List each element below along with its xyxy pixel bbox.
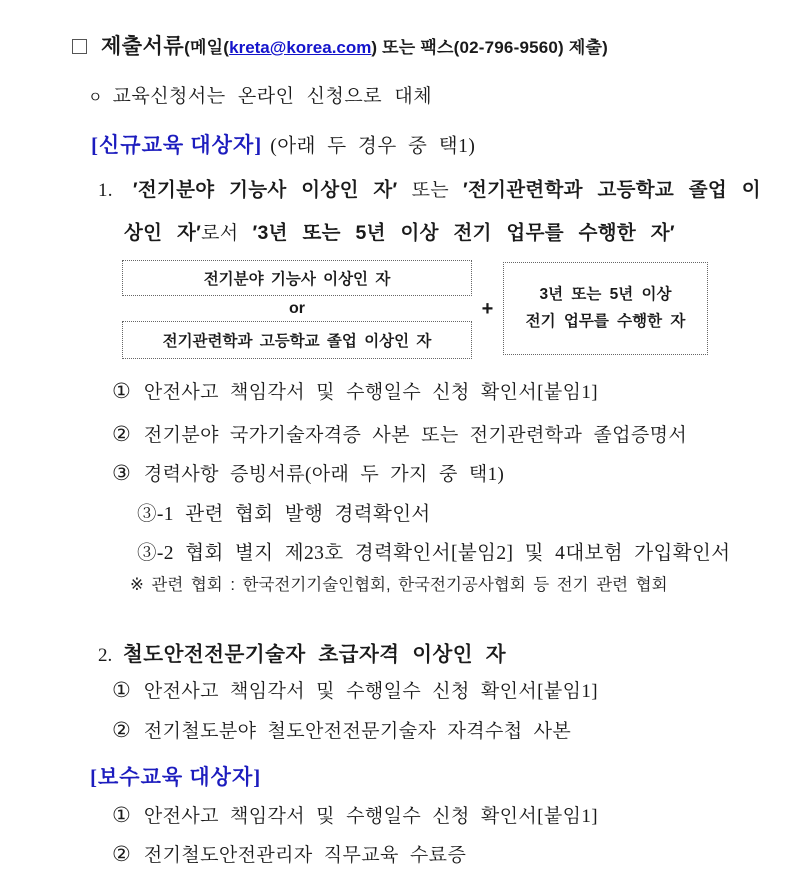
doc-text: 안전사고 책임각서 및 수행일수 신청 확인서[붙임1]: [143, 681, 599, 702]
new-edu-heading-suffix: (아래 두 경우 중 택1): [270, 136, 476, 157]
refresher-heading-line: [90, 761, 261, 791]
case1-line1: [98, 174, 761, 202]
checkbox-icon: [72, 39, 87, 54]
doc-item: [112, 676, 598, 703]
qualification-diagram: [122, 260, 708, 359]
doc-text: 안전사고 책임각서 및 수행일수 신청 확인서[붙임1]: [143, 806, 599, 827]
experience-line2: 전기 업무를 수행한 자: [525, 312, 686, 330]
subdoc-number: ③-2: [137, 543, 174, 564]
diagram-or-label: or: [289, 299, 305, 317]
circled-number-icon: ③: [112, 461, 131, 485]
case2-number: 2.: [98, 645, 113, 666]
subdoc-item: [137, 498, 431, 526]
header-title: 제출서류: [101, 35, 185, 58]
case2-title: 철도안전전문기술자 초급자격 이상인 자: [123, 644, 507, 666]
diagram-box-graduate: 전기관련학과 고등학교 졸업 이상인 자: [122, 321, 472, 359]
header-pre-email: (메일(: [184, 38, 230, 57]
case1-bold-segment: 상인 자′: [124, 222, 202, 244]
experience-line1: 3년 또는 5년 이상: [539, 286, 672, 304]
doc-item: [112, 459, 504, 486]
doc-text: 전기철도분야 철도안전전문기술자 자격수첩 사본: [143, 721, 572, 742]
circled-number-icon: ①: [112, 678, 131, 702]
subdoc-item: [137, 537, 731, 565]
doc-text: 안전사고 책임각서 및 수행일수 신청 확인서[붙임1]: [143, 382, 599, 403]
doc-item: [112, 840, 466, 867]
email-link[interactable]: kreta@korea.com: [229, 38, 372, 57]
case1-bold-segment: ′전기분야 기능사 이상인 자′: [132, 179, 398, 201]
doc-item: [112, 377, 598, 404]
diagram-box-technician: 전기분야 기능사 이상인 자: [122, 260, 472, 296]
circled-number-icon: ②: [112, 422, 131, 446]
doc-text: 전기철도안전관리자 직무교육 수료증: [143, 845, 467, 866]
diagram-left-column: [122, 260, 472, 359]
circle-bullet-icon: ㅇ: [88, 90, 103, 106]
case1-regular-segment: 로서: [201, 223, 239, 244]
case1-bold-segment: ′3년 또는 5년 이상 전기 업무를 수행한 자′: [252, 222, 675, 244]
circled-number-icon: ①: [112, 379, 131, 403]
case2-title-line: [98, 637, 506, 667]
subdoc-text: 협회 별지 제23호 경력확인서[붙임2] 및 4대보험 가입확인서: [185, 543, 731, 564]
online-note-line: [88, 81, 432, 108]
case1-number: 1.: [98, 180, 113, 201]
diagram-box-experience: [503, 262, 708, 355]
case1-line2: [124, 217, 675, 245]
circled-number-icon: ②: [112, 842, 131, 866]
plus-icon: +: [481, 298, 494, 320]
case1-regular-segment: 또는: [411, 180, 449, 201]
refresher-heading: [보수교육 대상자]: [90, 765, 262, 789]
subdoc-text: 관련 협회 발행 경력확인서: [185, 504, 431, 525]
case1-bold-segment: ′전기관련학과 고등학교 졸업 이: [462, 179, 761, 201]
doc-text: 전기분야 국가기술자격증 사본 또는 전기관련학과 졸업증명서: [143, 425, 688, 446]
doc-text: 경력사항 증빙서류(아래 두 가지 중 택1): [143, 464, 505, 485]
association-note: ※ 관련 협회 : 한국전기기술인협회, 한국전기공사협회 등 전기 관련 협회: [130, 576, 668, 594]
doc-item: [112, 801, 598, 828]
online-note-text: 교육신청서는 온라인 신청으로 대체: [112, 86, 433, 107]
doc-item: [112, 716, 571, 743]
doc-item: [112, 420, 687, 447]
submission-header: [101, 30, 608, 60]
new-edu-heading-line: [91, 129, 475, 159]
circled-number-icon: ②: [112, 718, 131, 742]
subdoc-number: ③-1: [137, 504, 174, 525]
circled-number-icon: ①: [112, 803, 131, 827]
header-post-email: ) 또는 팩스(02-796-9560) 제출): [371, 38, 608, 57]
new-edu-heading: [신규교육 대상자]: [91, 133, 263, 157]
